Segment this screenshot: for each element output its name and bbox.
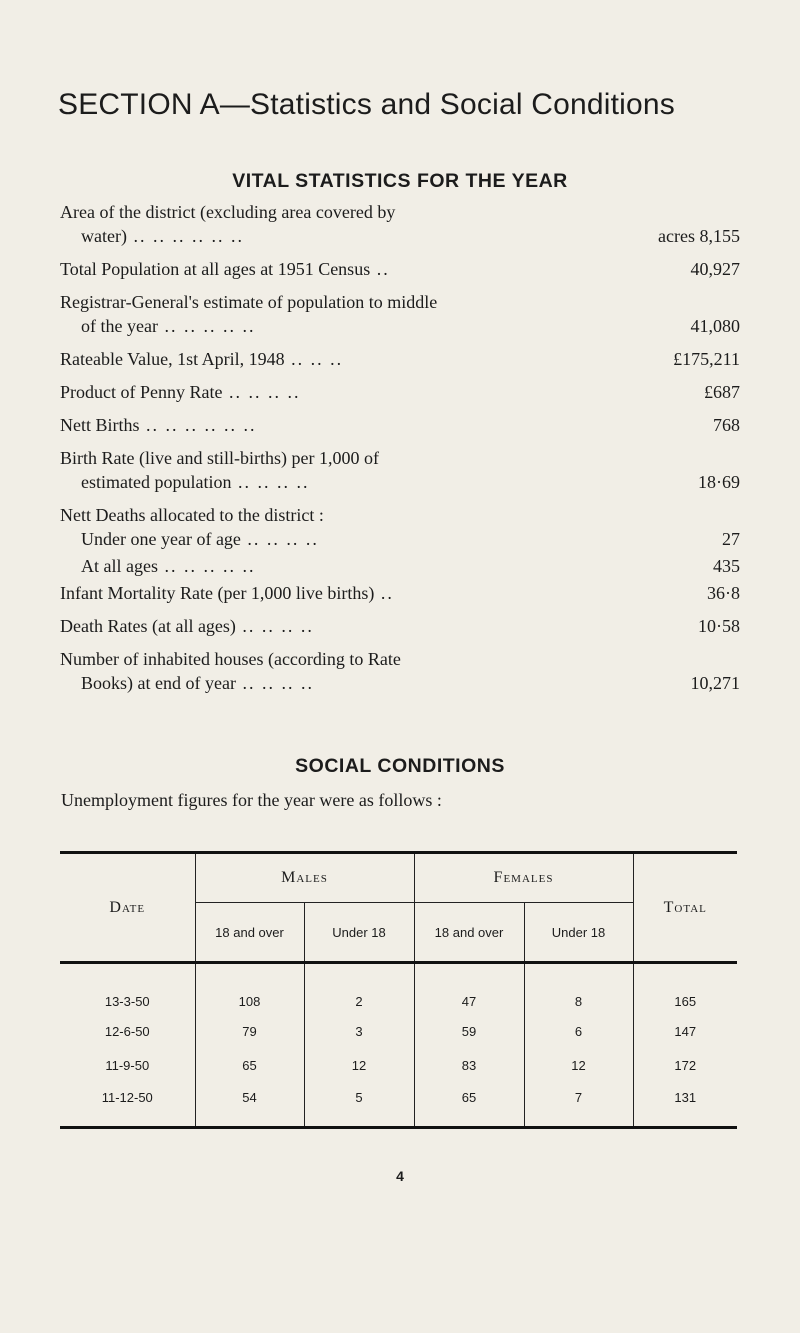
males-under-18-cell: 2 (304, 963, 414, 1015)
leader-dots: .. (374, 583, 394, 603)
vital-stat-label (60, 581, 630, 605)
vital-stat-row (60, 257, 740, 281)
vital-stat-value: 18·69 (698, 472, 740, 492)
leader-dots: .. (370, 259, 390, 279)
males-18-over-cell: 79 (195, 1015, 304, 1049)
vital-stat-label-line: Rateable Value, 1st April, 1948 (60, 349, 285, 369)
unemployment-intro: Unemployment figures for the year were as follows : (61, 790, 442, 810)
vital-stat-label (60, 380, 630, 404)
leader-dots: .. .. .. .. .. (157, 556, 256, 576)
vital-stat-value: 10,271 (690, 673, 740, 693)
vital-stat-row (60, 614, 740, 638)
vital-stat-value: 36·8 (707, 583, 740, 603)
vital-stat-row (60, 503, 740, 527)
females-18-over-cell: 65 (414, 1083, 524, 1128)
vital-stat-value: £175,211 (673, 349, 740, 369)
leader-dots: .. .. .. .. (231, 472, 310, 492)
total-cell: 165 (674, 993, 697, 1009)
vital-stat-row (60, 527, 740, 551)
females-18-over-cell: 59 (414, 1015, 524, 1049)
vital-stat-label-line: Registrar-General's estimate of population to middle (60, 292, 438, 312)
vital-stat-label (60, 527, 630, 551)
vital-stat-label (60, 200, 630, 248)
vital-stat-label-line: Birth Rate (live and still-births) per 1,000 of (60, 448, 379, 468)
vital-stat-row (60, 581, 740, 605)
section-title: SECTION A—Statistics and Social Conditions (58, 88, 675, 121)
table-row (60, 963, 737, 1015)
vital-stat-row (60, 413, 740, 437)
vital-stat-row (60, 554, 740, 578)
males-18-over-cell: 108 (195, 963, 304, 1015)
males-under-18-cell: 3 (304, 1015, 414, 1049)
leader-dots: .. .. .. .. (222, 382, 301, 402)
males-under-18-cell: 5 (304, 1083, 414, 1128)
vital-stat-value: 41,080 (690, 316, 740, 336)
total-cell: 172 (674, 1058, 697, 1073)
vital-statistics-list (60, 200, 740, 704)
vital-stat-label-line: Death Rates (at all ages) (60, 616, 236, 636)
leader-dots: .. .. .. (284, 349, 344, 369)
page-number: 4 (396, 1168, 404, 1184)
unemployment-table-body (60, 963, 737, 1128)
date-cell: 13-3-50 (60, 963, 195, 1015)
vital-stat-value: 10·58 (698, 616, 740, 636)
vital-stat-value: £687 (704, 382, 740, 402)
females-18-over-cell: 83 (414, 1049, 524, 1083)
females-header: Females (414, 853, 633, 903)
vital-stat-label (60, 413, 630, 437)
vital-stat-label-line: At all ages (81, 556, 158, 576)
table-row (60, 1083, 737, 1128)
vital-stat-value: acres 8,155 (658, 226, 740, 246)
vital-stat-value: 768 (713, 415, 740, 435)
vital-stat-label (60, 446, 630, 494)
males-under-18-cell: 12 (304, 1049, 414, 1083)
table-row (60, 1049, 737, 1083)
vital-stat-label-line: Infant Mortality Rate (per 1,000 live births) (60, 583, 375, 603)
date-header: Date (60, 853, 195, 963)
vital-stat-row (60, 380, 740, 404)
leader-dots: .. .. .. .. .. .. (126, 226, 244, 246)
females-under-18-header: Under 18 (524, 903, 633, 963)
males-under-18-header: Under 18 (304, 903, 414, 963)
total-header: Total (633, 853, 737, 963)
vital-stat-label-line: water) (81, 226, 127, 246)
vital-stat-label (60, 347, 630, 371)
vital-stat-label (60, 647, 630, 695)
vital-stat-label (60, 554, 630, 578)
vital-stat-label-line: estimated population (81, 472, 232, 492)
vital-stat-label (60, 257, 630, 281)
vital-statistics-heading: VITAL STATISTICS FOR THE YEAR (232, 170, 568, 192)
leader-dots: .. .. .. .. (235, 616, 314, 636)
vital-stat-label-line: Nett Deaths allocated to the district : (60, 505, 324, 525)
vital-stat-label (60, 614, 630, 638)
vital-stat-value: 27 (722, 529, 740, 549)
vital-stat-label-line: of the year (81, 316, 158, 336)
females-under-18-cell: 12 (524, 1049, 633, 1083)
females-under-18-cell: 7 (524, 1083, 633, 1128)
females-18-over-header: 18 and over (414, 903, 524, 963)
date-cell: 11-12-50 (60, 1083, 195, 1128)
vital-stat-label-line: Product of Penny Rate (60, 382, 223, 402)
vital-stat-label-line: Number of inhabited houses (according to Rate (60, 649, 401, 669)
social-conditions-heading: SOCIAL CONDITIONS (295, 755, 505, 777)
leader-dots: .. .. .. .. .. .. (139, 415, 257, 435)
females-under-18-cell: 6 (524, 1015, 633, 1049)
vital-stat-label (60, 290, 630, 338)
vital-stat-label-line: Under one year of age (81, 529, 241, 549)
vital-stat-label-line: Area of the district (excluding area covered by (60, 202, 396, 222)
vital-stat-row (60, 647, 740, 695)
vital-stat-value: 40,927 (690, 259, 740, 279)
vital-stat-value: 435 (713, 556, 740, 576)
vital-stat-label-line: Books) at end of year (81, 673, 236, 693)
leader-dots: .. .. .. .. .. (157, 316, 256, 336)
vital-stat-label-line: Nett Births (60, 415, 140, 435)
males-18-over-header: 18 and over (195, 903, 304, 963)
table-row (60, 1015, 737, 1049)
females-under-18-cell: 8 (524, 963, 633, 1015)
males-18-over-cell: 54 (195, 1083, 304, 1128)
total-cell: 147 (674, 1024, 697, 1039)
females-18-over-cell: 47 (414, 963, 524, 1015)
date-cell: 11-9-50 (60, 1049, 195, 1083)
vital-stat-label (60, 503, 740, 527)
leader-dots: .. .. .. .. (240, 529, 319, 549)
vital-stat-row (60, 200, 740, 248)
males-18-over-cell: 65 (195, 1049, 304, 1083)
total-cell: 131 (633, 1083, 737, 1128)
vital-stat-row (60, 290, 740, 338)
vital-stat-row (60, 347, 740, 371)
date-cell: 12-6-50 (60, 1015, 195, 1049)
leader-dots: .. .. .. .. (235, 673, 314, 693)
males-header: Males (195, 853, 414, 903)
unemployment-table (60, 851, 737, 1129)
vital-stat-label-line: Total Population at all ages at 1951 Census (60, 259, 371, 279)
vital-stat-row (60, 446, 740, 494)
